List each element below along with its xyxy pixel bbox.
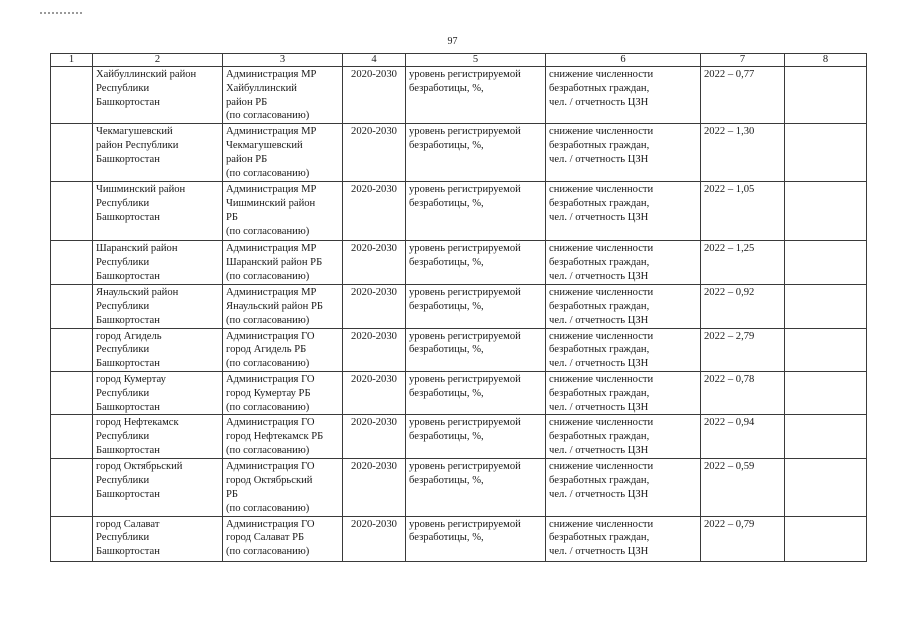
note-cell bbox=[785, 124, 867, 182]
executor-cell: Администрация ГО город Агидель РБ (по согласованию) bbox=[223, 328, 343, 371]
table-row bbox=[51, 516, 867, 561]
period-cell: 2020-2030 bbox=[343, 285, 406, 328]
table-row bbox=[51, 371, 867, 414]
document-table bbox=[50, 53, 867, 562]
measure-cell: снижение численности безработных граждан, чел. / отчетность ЦЗН bbox=[546, 516, 701, 561]
measure-cell: снижение численности безработных граждан, чел. / отчетность ЦЗН bbox=[546, 124, 701, 182]
executor-cell: Администрация МР Янаульский район РБ (по согласованию) bbox=[223, 285, 343, 328]
indicator-cell: уровень регистрируемой безработицы, %, bbox=[406, 516, 546, 561]
note-cell bbox=[785, 371, 867, 414]
period-cell: 2020-2030 bbox=[343, 67, 406, 124]
note-cell bbox=[785, 415, 867, 459]
executor-cell: Администрация МР Хайбуллинский район РБ (по согласованию) bbox=[223, 67, 343, 124]
row-number-cell bbox=[51, 459, 93, 516]
territory-cell: город Кумертау Республики Башкортостан bbox=[93, 371, 223, 414]
measure-cell: снижение численности безработных граждан, чел. / отчетность ЦЗН bbox=[546, 328, 701, 371]
page-number: 97 bbox=[447, 36, 458, 47]
period-cell: 2020-2030 bbox=[343, 516, 406, 561]
indicator-cell: уровень регистрируемой безработицы, %, bbox=[406, 124, 546, 182]
executor-cell: Администрация МР Чекмагушевский район РБ (по согласованию) bbox=[223, 124, 343, 182]
target-value-cell: 2022 – 0,77 bbox=[701, 67, 785, 124]
territory-cell: город Октябрьский Республики Башкортостан bbox=[93, 459, 223, 516]
column-header: 2 bbox=[93, 54, 223, 67]
column-header: 5 bbox=[406, 54, 546, 67]
target-value-cell: 2022 – 0,78 bbox=[701, 371, 785, 414]
period-cell: 2020-2030 bbox=[343, 415, 406, 459]
target-value-cell: 2022 – 0,94 bbox=[701, 415, 785, 459]
territory-cell: Шаранский район Республики Башкортостан bbox=[93, 241, 223, 285]
period-cell: 2020-2030 bbox=[343, 371, 406, 414]
period-cell: 2020-2030 bbox=[343, 182, 406, 241]
indicator-cell: уровень регистрируемой безработицы, %, bbox=[406, 182, 546, 241]
territory-cell: Чекмагушевский район Республики Башкортостан bbox=[93, 124, 223, 182]
period-cell: 2020-2030 bbox=[343, 124, 406, 182]
executor-cell: Администрация ГО город Салават РБ (по согласованию) bbox=[223, 516, 343, 561]
column-header: 6 bbox=[546, 54, 701, 67]
period-cell: 2020-2030 bbox=[343, 241, 406, 285]
row-number-cell bbox=[51, 415, 93, 459]
territory-cell: Чишминский район Республики Башкортостан bbox=[93, 182, 223, 241]
column-header: 1 bbox=[51, 54, 93, 67]
note-cell bbox=[785, 67, 867, 124]
row-number-cell bbox=[51, 124, 93, 182]
measure-cell: снижение численности безработных граждан, чел. / отчетность ЦЗН bbox=[546, 67, 701, 124]
executor-cell: Администрация МР Чишминский район РБ (по согласованию) bbox=[223, 182, 343, 241]
indicator-cell: уровень регистрируемой безработицы, %, bbox=[406, 459, 546, 516]
indicator-cell: уровень регистрируемой безработицы, %, bbox=[406, 328, 546, 371]
column-header: 8 bbox=[785, 54, 867, 67]
territory-cell: город Нефтекамск Республики Башкортостан bbox=[93, 415, 223, 459]
table-row bbox=[51, 241, 867, 285]
note-cell bbox=[785, 328, 867, 371]
row-number-cell bbox=[51, 241, 93, 285]
target-value-cell: 2022 – 0,59 bbox=[701, 459, 785, 516]
row-number-cell bbox=[51, 328, 93, 371]
note-cell bbox=[785, 459, 867, 516]
indicator-cell: уровень регистрируемой безработицы, %, bbox=[406, 67, 546, 124]
table-row bbox=[51, 328, 867, 371]
executor-cell: Администрация ГО город Нефтекамск РБ (по согласованию) bbox=[223, 415, 343, 459]
target-value-cell: 2022 – 1,25 bbox=[701, 241, 785, 285]
table-row bbox=[51, 285, 867, 328]
executor-cell: Администрация ГО город Кумертау РБ (по согласованию) bbox=[223, 371, 343, 414]
table-row bbox=[51, 182, 867, 241]
territory-cell: город Агидель Республики Башкортостан bbox=[93, 328, 223, 371]
measure-cell: снижение численности безработных граждан, чел. / отчетность ЦЗН bbox=[546, 371, 701, 414]
territory-cell: Янаульский район Республики Башкортостан bbox=[93, 285, 223, 328]
measure-cell: снижение численности безработных граждан, чел. / отчетность ЦЗН bbox=[546, 415, 701, 459]
measure-cell: снижение численности безработных граждан, чел. / отчетность ЦЗН bbox=[546, 285, 701, 328]
column-header: 4 bbox=[343, 54, 406, 67]
target-value-cell: 2022 – 0,92 bbox=[701, 285, 785, 328]
territory-cell: Хайбуллинский район Республики Башкортостан bbox=[93, 67, 223, 124]
territory-cell: город Салават Республики Башкортостан bbox=[93, 516, 223, 561]
row-number-cell bbox=[51, 182, 93, 241]
indicator-cell: уровень регистрируемой безработицы, %, bbox=[406, 241, 546, 285]
target-value-cell: 2022 – 1,30 bbox=[701, 124, 785, 182]
table-row bbox=[51, 459, 867, 516]
executor-cell: Администрация ГО город Октябрьский РБ (по согласованию) bbox=[223, 459, 343, 516]
scan-mark bbox=[40, 12, 82, 16]
target-value-cell: 2022 – 1,05 bbox=[701, 182, 785, 241]
indicator-cell: уровень регистрируемой безработицы, %, bbox=[406, 371, 546, 414]
note-cell bbox=[785, 516, 867, 561]
table-row bbox=[51, 67, 867, 124]
row-number-cell bbox=[51, 67, 93, 124]
row-number-cell bbox=[51, 371, 93, 414]
target-value-cell: 2022 – 2,79 bbox=[701, 328, 785, 371]
measure-cell: снижение численности безработных граждан, чел. / отчетность ЦЗН bbox=[546, 241, 701, 285]
indicator-cell: уровень регистрируемой безработицы, %, bbox=[406, 415, 546, 459]
measure-cell: снижение численности безработных граждан, чел. / отчетность ЦЗН bbox=[546, 182, 701, 241]
note-cell bbox=[785, 241, 867, 285]
column-header: 7 bbox=[701, 54, 785, 67]
table-row bbox=[51, 124, 867, 182]
indicator-cell: уровень регистрируемой безработицы, %, bbox=[406, 285, 546, 328]
header-row bbox=[51, 54, 867, 67]
executor-cell: Администрация МР Шаранский район РБ (по согласованию) bbox=[223, 241, 343, 285]
note-cell bbox=[785, 182, 867, 241]
period-cell: 2020-2030 bbox=[343, 459, 406, 516]
row-number-cell bbox=[51, 516, 93, 561]
column-header: 3 bbox=[223, 54, 343, 67]
table-row bbox=[51, 415, 867, 459]
target-value-cell: 2022 – 0,79 bbox=[701, 516, 785, 561]
measure-cell: снижение численности безработных граждан, чел. / отчетность ЦЗН bbox=[546, 459, 701, 516]
note-cell bbox=[785, 285, 867, 328]
row-number-cell bbox=[51, 285, 93, 328]
period-cell: 2020-2030 bbox=[343, 328, 406, 371]
